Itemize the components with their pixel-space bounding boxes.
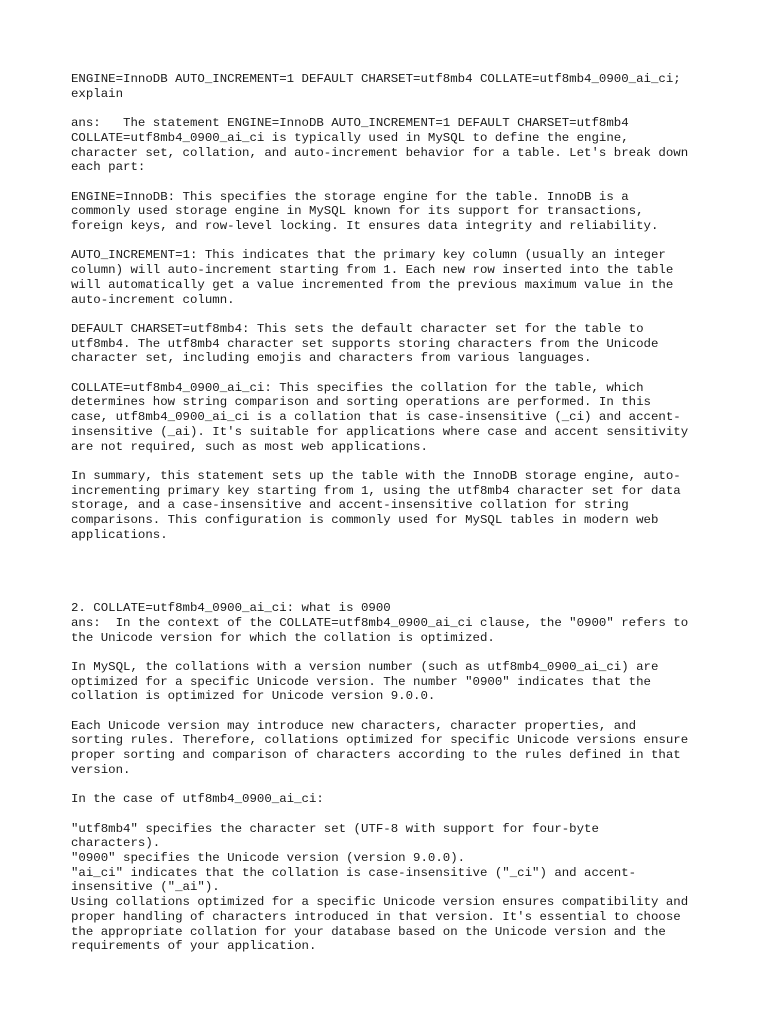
- text-line: Each Unicode version may introduce new characters, character properties, and: [71, 718, 637, 733]
- text-line: ENGINE=InnoDB AUTO_INCREMENT=1 DEFAULT CHARSET=utf8mb4 COLLATE=utf8mb4_0900_ai_ci;: [71, 72, 681, 86]
- text-line: character set, including emojis and characters from various languages.: [71, 351, 592, 366]
- section-spacer: [71, 557, 711, 601]
- text-line: COLLATE=utf8mb4_0900_ai_ci: This specifies the collation for the table, which: [71, 380, 644, 395]
- text-line: In MySQL, the collations with a version number (such as utf8mb4_0900_ai_ci) are: [71, 659, 659, 674]
- text-line: 2. COLLATE=utf8mb4_0900_ai_ci: what is 0900: [71, 601, 391, 616]
- text-line: insensitive (_ai). It's suitable for applications where case and accent sensitivity: [71, 424, 689, 439]
- paragraph: [71, 792, 711, 807]
- text-line: version.: [71, 762, 131, 777]
- text-line: applications.: [71, 527, 168, 542]
- text-line: proper handling of characters introduced in that version. It's essential to choose: [71, 909, 681, 924]
- text-line: ENGINE=InnoDB: This specifies the storage engine for the table. InnoDB is a: [71, 189, 629, 204]
- paragraph: [71, 469, 711, 543]
- paragraph: [71, 719, 711, 778]
- text-line: optimized for a specific Unicode version. The number "0900" indicates that the: [71, 674, 651, 689]
- text-line: each part:: [71, 160, 146, 175]
- text-line: In summary, this statement sets up the table with the InnoDB storage engine, auto-: [71, 468, 681, 483]
- text-line: utf8mb4. The utf8mb4 character set supports storing characters from the Unicode: [71, 336, 659, 351]
- paragraph: [71, 660, 711, 704]
- text-line: "utf8mb4" specifies the character set (UTF-8 with support for four-byte: [71, 821, 599, 836]
- text-line: "ai_ci" indicates that the collation is case-insensitive ("_ci") and accent-: [71, 865, 637, 880]
- paragraph: [71, 248, 711, 307]
- paragraph: [71, 381, 711, 455]
- text-line: proper sorting and comparison of characters according to the rules defined in that: [71, 748, 681, 763]
- text-line: incrementing primary key starting from 1, using the utf8mb4 character set for data: [71, 483, 681, 498]
- text-line: explain: [71, 86, 124, 101]
- paragraph: [71, 72, 711, 101]
- text-line: comparisons. This configuration is commonly used for MySQL tables in modern web: [71, 513, 659, 527]
- text-line: ans: In the context of the COLLATE=utf8mb4_0900_ai_ci clause, the "0900" refers to: [71, 615, 689, 630]
- text-line: case, utf8mb4_0900_ai_ci is a collation that is case-insensitive (_ci) and accent-: [71, 410, 681, 425]
- paragraph: [71, 116, 711, 175]
- text-line: Using collations optimized for a specific Unicode version ensures compatibility and: [71, 895, 689, 910]
- text-line: requirements of your application.: [71, 939, 317, 954]
- text-line: AUTO_INCREMENT=1: This indicates that the primary key column (usually an integer: [71, 248, 666, 263]
- text-line: insensitive ("_ai").: [71, 880, 220, 895]
- text-line: ans: The statement ENGINE=InnoDB AUTO_INCREMENT=1 DEFAULT CHARSET=utf8mb4: [71, 116, 629, 131]
- paragraph: [71, 822, 711, 954]
- text-line: COLLATE=utf8mb4_0900_ai_ci is typically used in MySQL to define the engine,: [71, 130, 629, 145]
- paragraph: [71, 190, 711, 234]
- section-2: [71, 601, 711, 954]
- text-line: foreign keys, and row-level locking. It ensures data integrity and reliability.: [71, 219, 659, 233]
- text-line: In the case of utf8mb4_0900_ai_ci:: [71, 792, 324, 807]
- text-line: characters).: [71, 836, 161, 851]
- text-line: the appropriate collation for your database based on the Unicode version and the: [71, 924, 666, 939]
- text-line: column) will auto-increment starting from 1. Each new row inserted into the table: [71, 263, 674, 278]
- paragraph: [71, 601, 711, 645]
- section-1: [71, 72, 711, 542]
- text-line: collation is optimized for Unicode version 9.0.0.: [71, 689, 436, 704]
- text-line: will automatically get a value incremented from the previous maximum value in the: [71, 277, 674, 292]
- text-line: determines how string comparison and sorting operations are performed. In this: [71, 395, 651, 410]
- text-line: storage, and a case-insensitive and accent-insensitive collation for string: [71, 498, 629, 513]
- text-line: DEFAULT CHARSET=utf8mb4: This sets the default character set for the table to: [71, 321, 644, 336]
- text-line: character set, collation, and auto-increment behavior for a table. Let's break down: [71, 145, 689, 160]
- text-line: "0900" specifies the Unicode version (version 9.0.0).: [71, 850, 466, 865]
- text-line: auto-increment column.: [71, 292, 235, 307]
- document-page: [71, 72, 711, 969]
- paragraph: [71, 322, 711, 366]
- text-line: are not required, such as most web applications.: [71, 439, 428, 454]
- text-line: commonly used storage engine in MySQL known for its support for transactions,: [71, 204, 644, 219]
- text-line: the Unicode version for which the collation is optimized.: [71, 630, 495, 645]
- text-line: sorting rules. Therefore, collations optimized for specific Unicode versions ensure: [71, 733, 689, 748]
